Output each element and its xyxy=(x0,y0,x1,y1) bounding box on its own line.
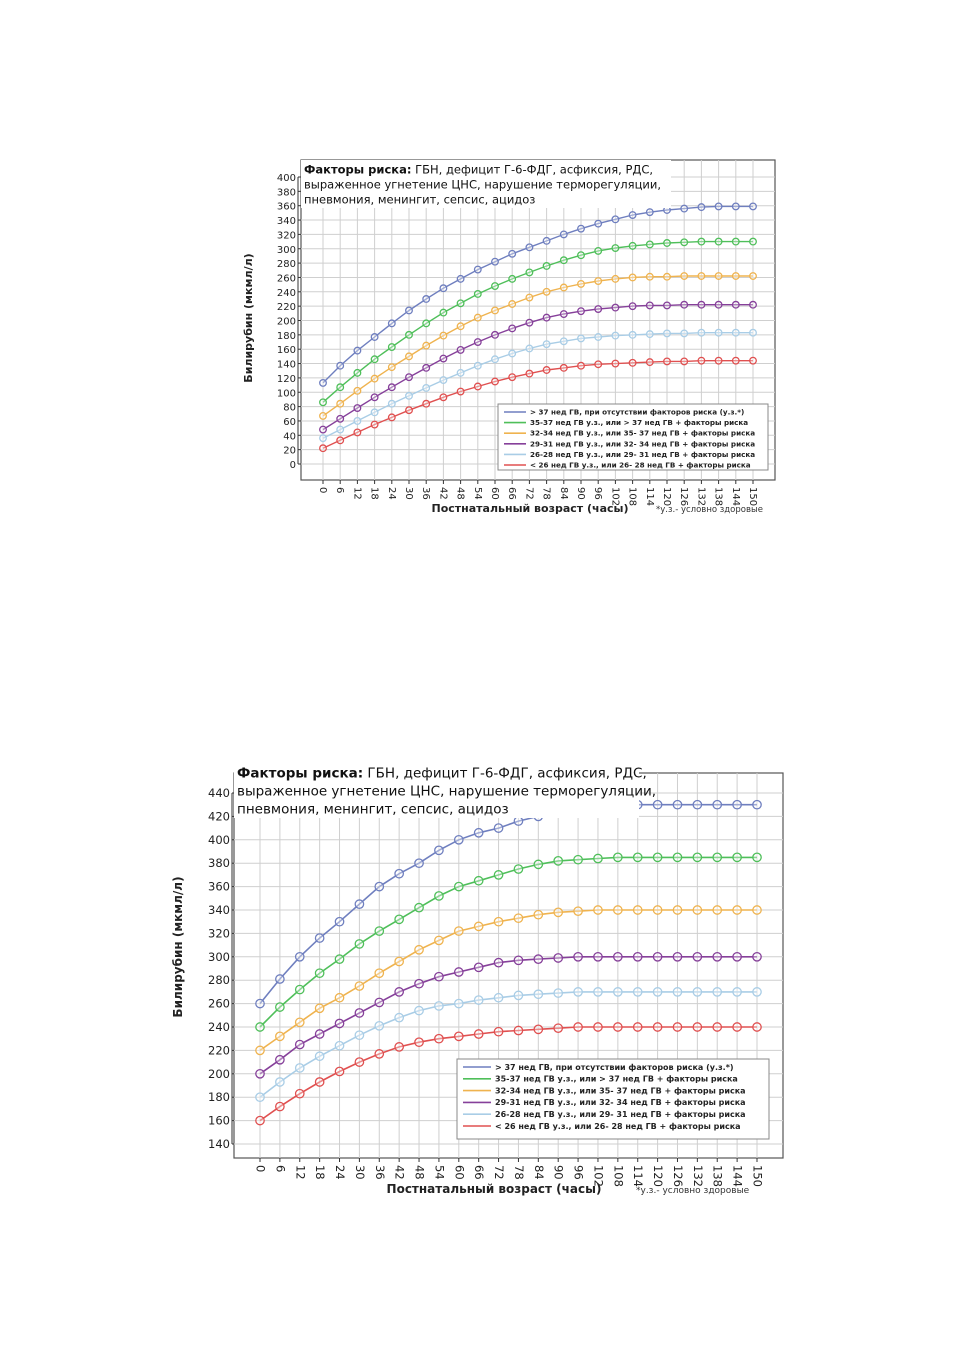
data-point xyxy=(256,1093,264,1101)
y-tick-label: 340 xyxy=(208,903,230,917)
data-point xyxy=(395,870,403,878)
y-tick-label: 240 xyxy=(276,287,296,299)
data-point xyxy=(296,985,304,993)
data-point xyxy=(315,969,323,977)
x-tick-label: 66 xyxy=(472,1165,487,1180)
legend-label-5: 26-28 нед ГВ у.з., или 29- 31 нед ГВ + факторы риска xyxy=(530,449,756,459)
data-point xyxy=(335,994,343,1002)
data-point xyxy=(733,988,741,996)
x-tick-label: 90 xyxy=(575,487,586,500)
y-tick-label: 140 xyxy=(208,1137,230,1151)
y-tick-label: 360 xyxy=(208,879,230,894)
data-point xyxy=(276,1056,284,1064)
data-point xyxy=(256,1046,264,1054)
risk-factors-text: ГБН, дефицит Г-6-ФДГ, асфиксия, РДС, xyxy=(363,765,647,782)
y-tick-label: 260 xyxy=(276,273,296,285)
data-point xyxy=(355,1031,363,1039)
data-point xyxy=(256,1116,264,1124)
x-tick-label: 78 xyxy=(540,487,552,500)
x-tick-label: 60 xyxy=(452,1165,467,1180)
x-tick-label: 6 xyxy=(273,1165,288,1173)
legend-label-4: 29-31 нед ГВ у.з., или 32- 34 нед ГВ + факторы риска xyxy=(530,439,756,449)
data-point xyxy=(554,908,562,916)
data-point xyxy=(554,1024,562,1032)
y-tick-label: 220 xyxy=(208,1043,230,1058)
y-tick-label: 180 xyxy=(208,1090,230,1105)
x-tick-label: 36 xyxy=(372,1165,387,1180)
x-tick-label: 144 xyxy=(729,487,741,507)
x-tick-label: 120 xyxy=(651,1165,666,1187)
data-point xyxy=(634,1023,642,1031)
y-tick-label: 360 xyxy=(276,201,296,213)
data-point xyxy=(634,853,642,861)
data-point xyxy=(276,1003,284,1011)
x-axis-label: Постнатальный возраст (часы) xyxy=(386,1182,602,1196)
data-point xyxy=(335,1042,343,1050)
legend-label-4: 29-31 нед ГВ у.з., или 32- 34 нед ГВ + факторы риска xyxy=(495,1098,746,1108)
y-tick-label: 440 xyxy=(208,786,230,800)
x-tick-label: 0 xyxy=(317,487,328,494)
data-point xyxy=(474,1030,482,1038)
x-tick-label: 102 xyxy=(609,487,621,507)
data-point xyxy=(673,906,681,914)
data-point xyxy=(753,801,761,809)
data-point xyxy=(713,988,721,996)
x-axis-label: Постнатальный возраст (часы) xyxy=(431,502,629,515)
x-tick-label: 132 xyxy=(695,487,707,507)
data-point xyxy=(276,975,284,983)
y-tick-label: 280 xyxy=(208,973,230,988)
data-point xyxy=(614,853,622,861)
x-tick-label: 42 xyxy=(392,1165,407,1180)
data-point xyxy=(693,906,701,914)
y-tick-label: 420 xyxy=(208,809,230,824)
data-point xyxy=(693,853,701,861)
data-point xyxy=(534,860,542,868)
x-tick-label: 102 xyxy=(591,1165,606,1187)
data-point xyxy=(713,853,721,861)
data-point xyxy=(693,953,701,961)
data-point xyxy=(733,1023,741,1031)
risk-factors-line-1 xyxy=(237,766,647,782)
data-point xyxy=(514,817,522,825)
data-point xyxy=(494,918,502,926)
x-tick-label: 108 xyxy=(611,1165,626,1187)
data-point xyxy=(653,953,661,961)
legend-label-3: 32-34 нед ГВ у.з., или 35- 37 нед ГВ + факторы риска xyxy=(530,428,756,438)
data-point xyxy=(733,906,741,914)
data-point xyxy=(733,801,741,809)
data-point xyxy=(296,1040,304,1048)
data-point xyxy=(355,1058,363,1066)
data-point xyxy=(753,1023,761,1031)
x-tick-label: 114 xyxy=(643,487,655,507)
y-tick-label: 260 xyxy=(208,996,230,1011)
data-point xyxy=(415,1038,423,1046)
legend-label-3: 32-34 нед ГВ у.з., или 35- 37 нед ГВ + факторы риска xyxy=(495,1086,746,1096)
data-point xyxy=(653,853,661,861)
x-tick-label: 18 xyxy=(368,487,380,500)
data-point xyxy=(435,936,443,944)
data-point xyxy=(753,906,761,914)
data-point xyxy=(276,1102,284,1110)
data-point xyxy=(355,940,363,948)
y-tick-label: 100 xyxy=(276,388,296,400)
x-tick-label: 108 xyxy=(626,487,638,507)
risk-factors-line-3: пневмония, менингит, сепсис, ацидоз xyxy=(237,801,509,818)
data-point xyxy=(494,994,502,1002)
data-point xyxy=(415,903,423,911)
data-point xyxy=(693,1023,701,1031)
data-point xyxy=(415,980,423,988)
x-tick-label: 24 xyxy=(385,487,397,500)
data-point xyxy=(594,1023,602,1031)
data-point xyxy=(494,824,502,832)
y-axis-label: Билирубин (мкмл/л) xyxy=(242,253,255,383)
y-tick-label: 60 xyxy=(283,416,296,428)
y-tick-label: 160 xyxy=(276,345,296,357)
data-point xyxy=(514,991,522,999)
data-point xyxy=(355,900,363,908)
legend-label-2: 35-37 нед ГВ у.з., или > 37 нед ГВ + факторы риска xyxy=(530,418,749,428)
data-point xyxy=(375,927,383,935)
y-tick-label: 340 xyxy=(276,216,296,228)
data-point xyxy=(395,957,403,965)
data-point xyxy=(653,1023,661,1031)
x-tick-label: 66 xyxy=(506,487,518,500)
data-point xyxy=(335,1067,343,1075)
data-point xyxy=(554,857,562,865)
x-tick-label: 150 xyxy=(747,487,758,507)
data-point xyxy=(634,953,642,961)
y-tick-label: 160 xyxy=(208,1113,230,1128)
x-tick-label: 90 xyxy=(551,1165,566,1180)
x-tick-label: 72 xyxy=(492,1165,507,1180)
data-point xyxy=(634,988,642,996)
data-point xyxy=(256,1023,264,1031)
data-point xyxy=(296,1064,304,1072)
data-point xyxy=(673,853,681,861)
data-point xyxy=(534,955,542,963)
data-point xyxy=(494,871,502,879)
data-point xyxy=(673,988,681,996)
risk-factors-text: ГБН, дефицит Г-6-ФДГ, асфиксия, РДС, xyxy=(411,162,654,177)
y-tick-label: 400 xyxy=(276,173,296,184)
data-point xyxy=(594,988,602,996)
y-tick-label: 320 xyxy=(276,230,296,242)
x-tick-label: 126 xyxy=(678,487,690,507)
data-point xyxy=(713,801,721,809)
y-tick-label: 280 xyxy=(276,259,296,271)
data-point xyxy=(375,969,383,977)
y-tick-label: 40 xyxy=(283,431,296,443)
data-point xyxy=(574,1023,582,1031)
data-point xyxy=(315,934,323,942)
data-point xyxy=(296,1089,304,1097)
data-point xyxy=(574,855,582,863)
risk-factors-line-3: пневмония, менингит, сепсис, ацидоз xyxy=(304,192,536,207)
data-point xyxy=(375,1022,383,1030)
data-point xyxy=(693,801,701,809)
y-tick-label: 220 xyxy=(276,302,296,314)
data-point xyxy=(753,953,761,961)
data-point xyxy=(276,1078,284,1086)
y-tick-label: 320 xyxy=(208,926,230,941)
data-point xyxy=(455,882,463,890)
data-point xyxy=(474,922,482,930)
x-tick-label: 84 xyxy=(557,487,569,500)
x-tick-label: 12 xyxy=(351,487,363,500)
legend-label-6: < 26 нед ГВ у.з., или 26- 28 нед ГВ + факторы риска xyxy=(530,460,751,470)
y-tick-label: 80 xyxy=(283,402,296,414)
legend-label-6: < 26 нед ГВ у.з., или 26- 28 нед ГВ + факторы риска xyxy=(495,1121,741,1131)
y-tick-label: 240 xyxy=(208,1020,230,1034)
data-point xyxy=(653,906,661,914)
y-tick-label: 300 xyxy=(208,949,230,964)
data-point xyxy=(614,953,622,961)
x-tick-label: 48 xyxy=(412,1165,427,1180)
footnote: *у.з.- условно здоровые xyxy=(636,1186,750,1196)
data-point xyxy=(335,1019,343,1027)
data-point xyxy=(514,914,522,922)
data-point xyxy=(435,1002,443,1010)
data-point xyxy=(375,882,383,890)
y-tick-label: 380 xyxy=(276,187,296,199)
data-point xyxy=(574,907,582,915)
risk-factors-title: Факторы риска: xyxy=(304,162,412,177)
data-point xyxy=(653,988,661,996)
data-point xyxy=(673,801,681,809)
data-point xyxy=(594,953,602,961)
data-point xyxy=(474,963,482,971)
data-point xyxy=(455,836,463,844)
data-point xyxy=(435,1035,443,1043)
data-point xyxy=(435,892,443,900)
data-point xyxy=(614,906,622,914)
data-point xyxy=(574,953,582,961)
x-tick-label: 54 xyxy=(432,1165,447,1180)
data-point xyxy=(335,918,343,926)
data-point xyxy=(415,1006,423,1014)
data-point xyxy=(534,990,542,998)
data-point xyxy=(455,968,463,976)
x-tick-label: 24 xyxy=(333,1165,348,1180)
x-tick-label: 42 xyxy=(437,487,449,500)
data-point xyxy=(395,1013,403,1021)
data-point xyxy=(455,927,463,935)
data-point xyxy=(375,998,383,1006)
risk-factors-line-2: выраженное угнетение ЦНС, нарушение терморегуляции, xyxy=(304,177,661,192)
x-tick-label: 72 xyxy=(523,487,535,500)
data-point xyxy=(256,1070,264,1078)
data-point xyxy=(355,982,363,990)
x-tick-label: 150 xyxy=(750,1165,765,1187)
data-point xyxy=(594,906,602,914)
x-tick-label: 78 xyxy=(511,1165,526,1180)
data-point xyxy=(514,956,522,964)
y-axis-label: Билирубин (мкмл/л) xyxy=(171,876,185,1018)
data-point xyxy=(375,1050,383,1058)
data-point xyxy=(335,955,343,963)
y-tick-label: 300 xyxy=(276,244,296,256)
x-tick-label: 138 xyxy=(710,1165,725,1187)
x-tick-label: 0 xyxy=(253,1165,268,1173)
data-point xyxy=(554,954,562,962)
data-point xyxy=(474,996,482,1004)
y-tick-label: 120 xyxy=(276,373,296,385)
data-point xyxy=(713,1023,721,1031)
data-point xyxy=(614,988,622,996)
data-point xyxy=(355,1009,363,1017)
data-point xyxy=(494,1027,502,1035)
data-point xyxy=(753,988,761,996)
data-point xyxy=(534,1025,542,1033)
data-point xyxy=(435,972,443,980)
data-point xyxy=(276,1032,284,1040)
x-tick-label: 30 xyxy=(352,1165,367,1180)
x-tick-label: 6 xyxy=(334,487,346,494)
y-tick-label: 20 xyxy=(283,445,296,457)
x-tick-label: 96 xyxy=(571,1165,586,1180)
x-tick-label: 114 xyxy=(631,1165,646,1187)
y-tick-label: 0 xyxy=(289,460,296,471)
data-point xyxy=(296,1018,304,1026)
x-tick-label: 18 xyxy=(313,1165,328,1180)
y-tick-label: 380 xyxy=(208,856,230,871)
data-point xyxy=(296,953,304,961)
y-tick-label: 400 xyxy=(208,832,230,847)
y-tick-label: 200 xyxy=(276,316,296,328)
data-point xyxy=(693,988,701,996)
x-tick-label: 36 xyxy=(420,487,432,500)
data-point xyxy=(673,953,681,961)
data-point xyxy=(673,1023,681,1031)
data-point xyxy=(713,906,721,914)
data-point xyxy=(494,958,502,966)
x-tick-label: 120 xyxy=(661,487,672,507)
data-point xyxy=(733,953,741,961)
x-tick-label: 132 xyxy=(690,1165,705,1187)
data-point xyxy=(574,988,582,996)
data-point xyxy=(315,1030,323,1038)
x-tick-label: 138 xyxy=(712,487,724,507)
data-point xyxy=(315,1004,323,1012)
data-point xyxy=(256,999,264,1007)
legend-label-1: > 37 нед ГВ, при отсутствии факторов риска (у.з.*) xyxy=(495,1062,734,1072)
data-point xyxy=(753,853,761,861)
data-point xyxy=(514,1026,522,1034)
data-point xyxy=(713,953,721,961)
data-point xyxy=(634,906,642,914)
y-tick-label: 140 xyxy=(276,359,296,371)
data-point xyxy=(395,1043,403,1051)
legend-label-5: 26-28 нед ГВ у.з., или 29- 31 нед ГВ + факторы риска xyxy=(495,1110,746,1119)
data-point xyxy=(733,853,741,861)
data-point xyxy=(474,829,482,837)
y-tick-label: 200 xyxy=(208,1066,230,1081)
data-point xyxy=(415,859,423,867)
data-point xyxy=(395,988,403,996)
x-tick-label: 54 xyxy=(471,487,483,500)
data-point xyxy=(435,846,443,854)
x-tick-label: 12 xyxy=(293,1165,308,1180)
data-point xyxy=(614,1023,622,1031)
x-tick-label: 30 xyxy=(403,487,414,500)
data-point xyxy=(514,865,522,873)
x-tick-label: 84 xyxy=(531,1165,546,1180)
data-point xyxy=(554,989,562,997)
x-tick-label: 60 xyxy=(489,487,500,500)
x-tick-label: 126 xyxy=(670,1165,685,1187)
data-point xyxy=(315,1078,323,1086)
x-tick-label: 48 xyxy=(454,487,466,500)
data-point xyxy=(415,946,423,954)
data-point xyxy=(455,999,463,1007)
data-point xyxy=(474,877,482,885)
data-point xyxy=(594,854,602,862)
data-point xyxy=(315,1052,323,1060)
legend-label-2: 35-37 нед ГВ у.з., или > 37 нед ГВ + факторы риска xyxy=(495,1074,738,1084)
footnote: *у.з.- условно здоровые xyxy=(656,505,763,515)
x-tick-label: 96 xyxy=(592,487,604,500)
legend-label-1: > 37 нед ГВ, при отсутствии факторов риска (у.з.*) xyxy=(530,407,745,417)
x-tick-label: 144 xyxy=(730,1165,745,1187)
data-point xyxy=(653,801,661,809)
risk-factors-line-2: выраженное угнетение ЦНС, нарушение терморегуляции, xyxy=(237,783,657,800)
y-tick-label: 180 xyxy=(276,330,296,342)
risk-factors-title: Факторы риска: xyxy=(237,765,364,782)
data-point xyxy=(455,1032,463,1040)
data-point xyxy=(395,915,403,923)
data-point xyxy=(534,910,542,918)
